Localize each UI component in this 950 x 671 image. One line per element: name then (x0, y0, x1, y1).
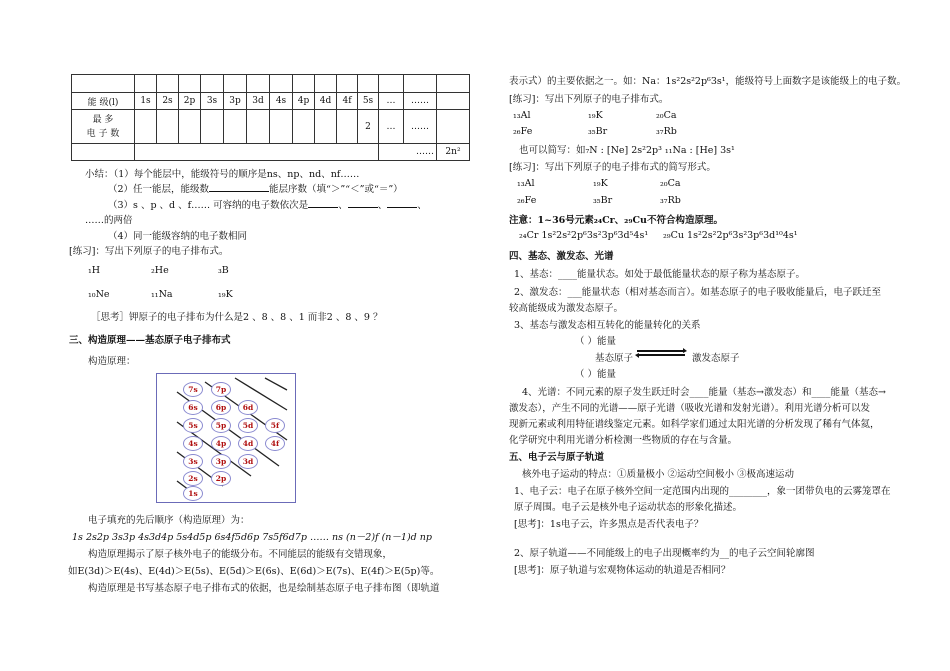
element-al-2: ₁₃Al (517, 178, 535, 189)
summary-2: （2）任一能层，能级数 能层序数（填“＞”“＜”或“＝”） (108, 184, 403, 195)
table-cell: 4d (315, 93, 337, 110)
practice-2: [练习]：写出下列原子的电子排布式的简写形式。 (509, 162, 716, 173)
element-b: ₃B (218, 265, 229, 276)
energy-bottom-label: （ ）能量 (575, 369, 617, 380)
orbital-4f: 4f (265, 436, 285, 451)
orbital-6s: 6s (183, 400, 203, 415)
table-row (72, 144, 470, 161)
orbital-7p: 7p (211, 382, 231, 397)
table-cell: 能 级(l) (72, 93, 135, 110)
cr-config: ₂₄Cr 1s²2s²2p⁶3s²3p⁶3d⁵4s¹ (519, 230, 649, 241)
ground-state-text: 1、基态：____能量状态。如处于最低能量状态的原子称为基态原子。 (514, 269, 806, 280)
orbital-5s: 5s (183, 418, 203, 433)
orbital-3s: 3s (183, 454, 203, 469)
element-k: ₁₉K (588, 110, 603, 121)
orbital-5f: 5f (265, 418, 285, 433)
table-cell: 4s (270, 93, 293, 110)
table-cell: 2 (358, 110, 379, 144)
table-cell: …… (404, 93, 437, 110)
spectrum-text-4: 化学研究中利用光谱分析检测一些物质的存在与含量。 (509, 435, 738, 446)
orbital-5p: 5p (211, 418, 231, 433)
table-cell: 3s (201, 93, 224, 110)
fill-blank (209, 191, 269, 192)
basis-text: 构造原理是书写基态原子电子排布式的依据，也是绘制基态原子电子排布图（即轨道 (88, 583, 440, 594)
table-cell: 4f (337, 93, 358, 110)
energy-top-label: （ ）能量 (575, 336, 617, 347)
summary-4: （4）同一能级容纳的电子数相同 (108, 231, 248, 242)
summary-3-cont: ……的两倍 (85, 215, 133, 226)
simplify-text: 也可以简写：如₇N : [Ne] 2s²2p³ ₁₁Na : [He] 3s¹ (519, 145, 735, 156)
table-cell: 2p (179, 93, 201, 110)
section-3-heading: 三、构造原理——基态原子电子排布式 (69, 335, 231, 346)
excited-atom-label: 激发态原子 (692, 353, 740, 364)
construct-label: 构造原理： (88, 356, 136, 367)
table-cell: 3d (247, 93, 270, 110)
orbital-4p: 4p (211, 436, 231, 451)
orbital-6d: 6d (238, 400, 258, 415)
element-h: ₁H (88, 265, 101, 276)
table-cell: … (379, 93, 404, 110)
orbital-4s: 4s (183, 436, 203, 451)
table-cell: 3p (224, 93, 247, 110)
element-al: ₁₃Al (513, 110, 531, 121)
section-4-heading: 四、基态、激发态、光谱 (509, 251, 614, 262)
summary-1: 小结：（1）每个能层中，能级符号的顺序是ns、np、nd、nf…… (85, 169, 360, 180)
orbital-6p: 6p (211, 400, 231, 415)
cloud-text-1: 1、电子云：电子在原子核外空间一定范围内出现的________，象一团带负电的云雾笼罩在 (514, 486, 891, 497)
orbital-3d: 3d (238, 454, 258, 469)
table-cell: 1s (135, 93, 157, 110)
fill-order: 1s 2s2p 3s3p 4s3d4p 5s4d5p 6s4f5d6p 7s5f6d7p …… ns (n－2)f (n－1)d np (72, 532, 432, 543)
element-ca: ₂₀Ca (656, 110, 677, 121)
table-cell: … (379, 110, 404, 144)
orbital-1s: 1s (183, 486, 203, 501)
element-rb: ₃₇Rb (656, 126, 677, 137)
orbital-3p: 3p (211, 454, 231, 469)
spectrum-text-2: 激发态），产生不同的光谱——原子光谱（吸收光谱和发射光谱）。利用光谱分析可以发 (509, 403, 871, 414)
element-k-2: ₁₉K (593, 178, 608, 189)
element-he: ₂He (151, 265, 169, 276)
na-example: 表示式）的主要依据之一。如：Na：1s²2s²2p⁶3s¹，能级符号上面数字是该能级上的电子数。 (509, 76, 907, 87)
element-br: ₃₅Br (588, 126, 608, 137)
table-cell: 4p (293, 93, 315, 110)
orbital-4d: 4d (238, 436, 258, 451)
table-row (72, 75, 470, 93)
aufbau-diagram (156, 373, 296, 503)
orbital-7s: 7s (183, 382, 203, 397)
reveal-text: 构造原理揭示了原子核外电子的能级分布。不同能层的能级有交错现象， (88, 549, 393, 560)
table-cell: 最 多 电 子 数 (72, 110, 135, 144)
excited-state-cont: 较高能级成为激发态原子。 (509, 303, 624, 314)
spectrum-text-3: 现新元素或利用特征谱线鉴定元素。如科学家们通过太阳光谱的分析发现了稀有气体氦， (509, 419, 880, 430)
practice-1: [练习]：写出下列原子的电子排布式。 (509, 94, 669, 105)
fill-blank (308, 207, 338, 208)
think-question: ［思考］钾原子的电子排布为什么是2 、8 、8 、1 而非2 、8 、9 ？ (91, 312, 383, 323)
element-ne: ₁₀Ne (88, 289, 110, 300)
conversion-text: 3、基态与激发态相互转化的能量转化的关系 (514, 320, 701, 331)
table-row (72, 110, 470, 144)
orbital-5d: 5d (238, 418, 258, 433)
table-row (72, 93, 470, 110)
section-5-heading: 五、电子云与原子轨道 (509, 452, 605, 463)
summary-3: （3）s 、p 、d 、f…… 可容纳的电子数依次是 、 、 、 (108, 200, 427, 211)
orbital-2p: 2p (211, 471, 231, 486)
fill-order-label: 电子填充的先后顺序（构造原理）为： (88, 515, 250, 526)
example-text: 如E(3d)＞E(4s)、E(4d)＞E(5s)、E(5d)＞E(6s)、E(6d)＞E(7s)、E(4f)＞E(5p)等。 (68, 566, 440, 577)
note-text: 注意：1~36号元素₂₄Cr、₂₉Cu不符合构造原理。 (509, 215, 723, 226)
element-na: ₁₁Na (151, 289, 173, 300)
element-rb-2: ₃₇Rb (660, 195, 681, 206)
think-orbital: [思考]：原子轨道与宏观物体运动的轨道是否相同？ (514, 565, 731, 576)
energy-level-table (71, 74, 470, 161)
element-k: ₁₉K (218, 289, 233, 300)
orbital-2s: 2s (183, 471, 203, 486)
practice-label: [练习]：写出下列原子的电子排布式。 (69, 246, 229, 257)
element-ca-2: ₂₀Ca (660, 178, 681, 189)
fill-blank (348, 207, 378, 208)
element-fe: ₂₆Fe (513, 126, 533, 137)
cloud-text-2: 原子周围。电子云是核外电子运动状态的形象化描述。 (514, 502, 743, 513)
ground-atom-label: 基态原子 (595, 353, 634, 364)
spectrum-text-1: 4、光谱：不同元素的原子发生跃迁时会____能量（基态→激发态）和____能量（基态→ (522, 387, 886, 398)
table-cell: …… (404, 110, 437, 144)
table-cell: 2n² (437, 144, 470, 161)
excited-state-text: 2、激发态：___能量状态（相对基态而言）。如基态原子的电子吸收能量后，电子跃迁至 (514, 287, 882, 298)
orbital-text: 2、原子轨道——不同能级上的电子出现概率约为__的电子云空间轮廓图 (514, 548, 815, 559)
electron-feature: 核外电子运动的特点：①质量极小 ②运动空间极小 ③极高速运动 (522, 469, 795, 480)
equilibrium-arrows-icon (635, 347, 687, 359)
element-fe-2: ₂₆Fe (517, 195, 537, 206)
element-br-2: ₃₅Br (593, 195, 613, 206)
table-cell: 2s (157, 93, 179, 110)
cu-config: ₂₉Cu 1s²2s²2p⁶3s²3p⁶3d¹⁰4s¹ (663, 230, 798, 241)
table-cell: 5s (358, 93, 379, 110)
table-cell: …… (379, 144, 437, 161)
think-cloud: [思考]：1s电子云，许多黑点是否代表电子？ (514, 519, 704, 530)
fill-blank (387, 207, 417, 208)
